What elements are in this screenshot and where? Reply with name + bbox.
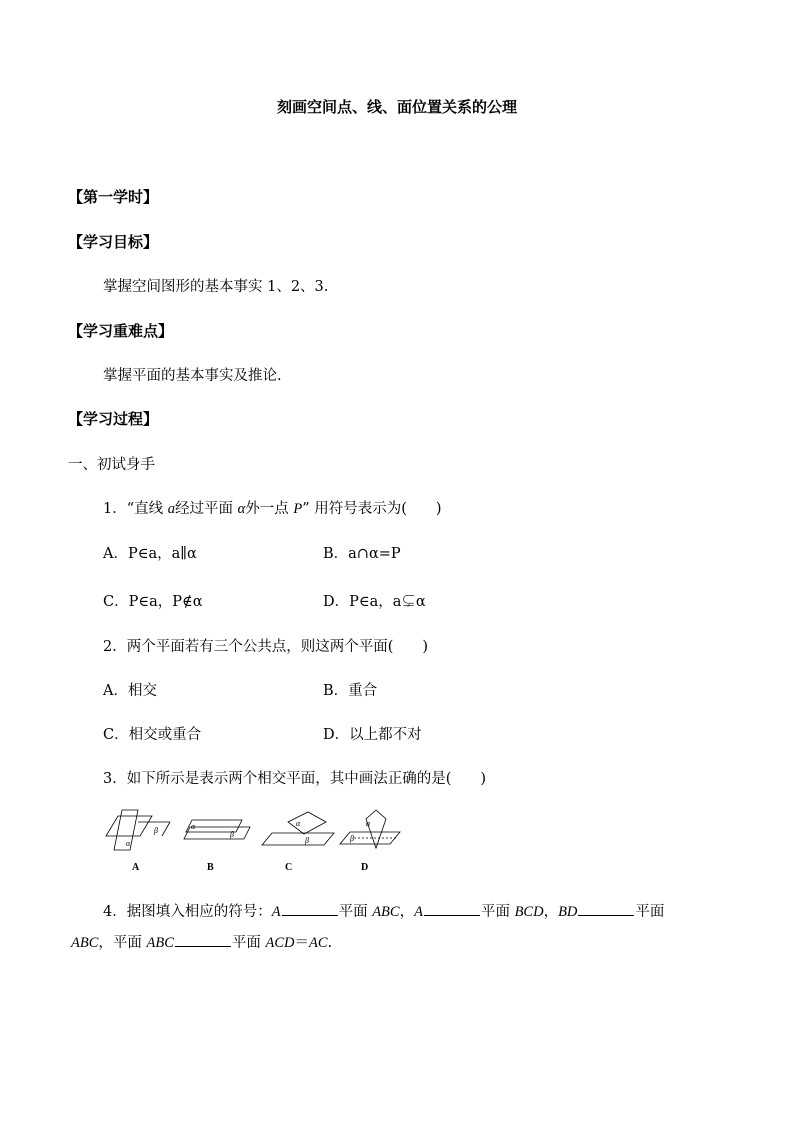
- q1-mid1: 经过平面: [175, 501, 238, 517]
- q2-stem: 2．两个平面若有三个公共点，则这两个平面( ): [103, 639, 429, 655]
- key-heading: 【学习重难点】: [68, 322, 174, 340]
- q4-t3: 平面: [635, 904, 665, 920]
- q1-option-d-pre: D．P∈a，a: [323, 594, 402, 610]
- q4-t2: 平面: [480, 904, 515, 920]
- q4-a1: A: [271, 904, 281, 920]
- q2-option-b: B．重合: [323, 683, 378, 699]
- figure-b-label: B: [207, 862, 214, 873]
- q1-stem: [103, 497, 442, 518]
- figure-b-alpha: α: [191, 822, 196, 831]
- q1-pre: “直线: [126, 501, 168, 517]
- q2-option-c: C．相交或重合: [103, 727, 202, 743]
- q4-a2: A: [414, 904, 423, 920]
- q1-num: 1．: [103, 501, 127, 517]
- figure-a-beta: β: [154, 826, 158, 835]
- q4-c1: ，: [399, 904, 415, 920]
- goal-heading: 【学习目标】: [68, 233, 159, 251]
- q3-stem: 3．如下所示是表示两个相交平面，其中画法正确的是( ): [103, 771, 487, 787]
- q2-option-d: D．以上都不对: [323, 727, 422, 743]
- q4-line-1: [103, 900, 664, 921]
- q1-option-b: B．a∩α=P: [323, 546, 401, 562]
- figure-a-label: A: [132, 862, 140, 873]
- q4-end: .: [327, 935, 333, 951]
- q4-acd: ACD: [265, 935, 295, 951]
- figure-d-label: D: [361, 862, 369, 873]
- q4-ac: AC: [309, 935, 328, 951]
- q4-t1: 平面: [338, 904, 373, 920]
- q1-option-c: C．P∈a，P∉α: [103, 594, 203, 610]
- q2-option-a: A．相交: [103, 683, 157, 699]
- q4-line-2: [71, 931, 332, 952]
- figure-a-alpha: α: [126, 839, 131, 848]
- q4-c2: ，: [543, 904, 559, 920]
- q4-blank-2[interactable]: [424, 901, 480, 916]
- q1-a: a: [167, 501, 176, 517]
- figure-c-alpha: α: [296, 819, 301, 828]
- q4-abc1: ABC: [372, 904, 400, 920]
- figure-d-alpha: α: [366, 819, 371, 828]
- lesson-heading: 【第一学时】: [68, 188, 159, 206]
- q1-option-d-symbol: ⊊: [401, 594, 416, 610]
- figure-c-beta: β: [305, 836, 309, 845]
- figure-d: [340, 810, 400, 848]
- q1-P: P: [293, 501, 303, 517]
- q1-mid2: 外一点: [245, 501, 294, 517]
- figure-c-label: C: [285, 862, 293, 873]
- q4-blank-3[interactable]: [578, 901, 634, 916]
- q4-bcd: BCD: [514, 904, 544, 920]
- page-title: 刻画空间点、线、面位置关系的公理: [276, 98, 517, 116]
- q1-option-d: [323, 590, 426, 611]
- part1-heading: 一、初试身手: [68, 457, 155, 473]
- figure-c: [262, 812, 334, 845]
- q4-num: 4．据图填入相应的符号：: [103, 904, 272, 920]
- q4-t4: 平面: [231, 935, 266, 951]
- q4-bd: BD: [558, 904, 578, 920]
- q4-blank-4[interactable]: [175, 932, 231, 947]
- q1-alpha: α: [237, 501, 246, 517]
- q3-figures: [100, 808, 410, 876]
- q4-abc2: ABC: [71, 935, 99, 951]
- figure-d-beta: β: [350, 834, 354, 843]
- goal-text: 掌握空间图形的基本事实 1、2、3.: [103, 279, 329, 295]
- figure-a: [106, 810, 170, 850]
- q4-blank-1[interactable]: [282, 901, 338, 916]
- q4-c3: ，平面: [98, 935, 147, 951]
- key-text: 掌握平面的基本事实及推论.: [103, 368, 282, 384]
- q1-post: ” 用符号表示为( ): [302, 501, 442, 517]
- process-heading: 【学习过程】: [68, 410, 159, 428]
- figure-b-beta: β: [230, 830, 234, 839]
- q4-eq: ＝: [294, 935, 309, 951]
- q1-option-a: A．P∈a，a∥α: [103, 546, 197, 562]
- q4-abc3: ABC: [146, 935, 174, 951]
- q1-option-d-post: α: [415, 594, 426, 610]
